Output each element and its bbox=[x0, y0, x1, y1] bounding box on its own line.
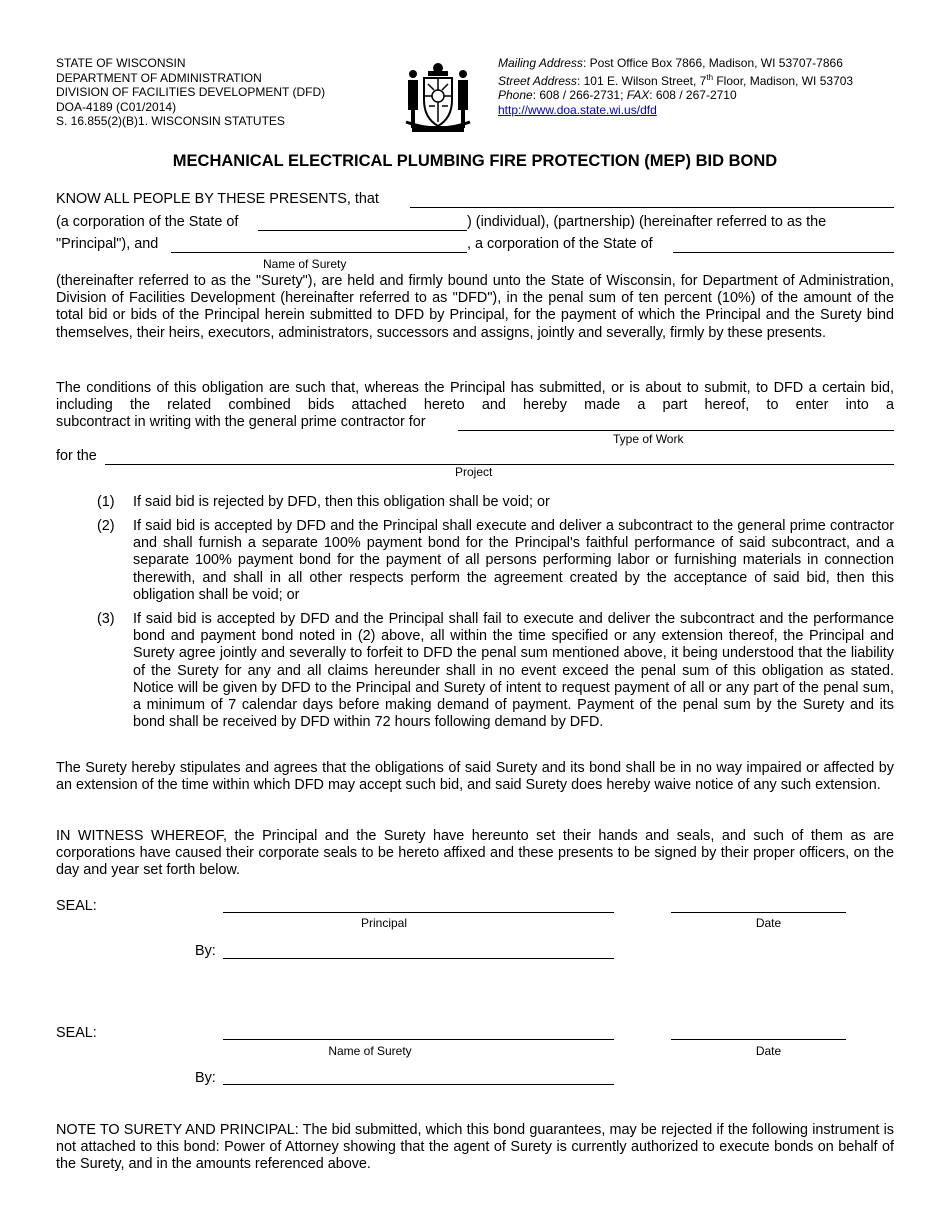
surety-name-field[interactable] bbox=[171, 252, 467, 253]
note-paragraph: NOTE TO SURETY AND PRINCIPAL: The bid submitted, which this bond guarantees, may be rejected if the following instrument is not attached to this bond: Power of Attorney showing that the agent of Surety is currently authorized to execute bonds on behalf of the Surety, and in the amounts referenced above. bbox=[56, 1122, 894, 1173]
page-title: MECHANICAL ELECTRICAL PLUMBING FIRE PROTECTION (MEP) BID BOND bbox=[172, 152, 778, 170]
wisconsin-state-seal-icon bbox=[402, 60, 474, 136]
intro-line-2a: (a corporation of the State of bbox=[56, 214, 239, 230]
contact-block bbox=[498, 56, 853, 117]
agency-block bbox=[56, 56, 325, 129]
bond-paragraph: (thereinafter referred to as the "Surety"), are held and firmly bound unto the State of Wisconsin, for Department of Administration, Division of Facilities Development (hereinafter referred to as "DFD"), in the penal sum of ten percent (10%) of the amount of the total bid or bids of the Principal herein submitted to DFD by Principal, for the payment of which the Principal and the Surety bind themselves, their heirs, executors, administrators, successors and assigns, jointly and severally, firmly by these presents. bbox=[56, 273, 894, 341]
witness-paragraph: IN WITNESS WHEREOF, the Principal and the Surety have hereunto set their hands and seals, and such of them as are corporations have caused their corporate seals to be hereto affixed and these presents to be signed by their proper officers, on the day and year set forth below. bbox=[56, 828, 894, 879]
surety-state-field[interactable] bbox=[673, 252, 894, 253]
seal-label: SEAL: bbox=[56, 898, 97, 914]
surety-by-line[interactable] bbox=[223, 1084, 614, 1085]
type-of-work-caption: Type of Work bbox=[613, 432, 684, 446]
statute-reference: S. 16.855(2)(B)1. WISCONSIN STATUTES bbox=[56, 114, 285, 128]
surety-caption: Name of Surety bbox=[263, 257, 347, 271]
form-number: DOA-4189 (C01/2014) bbox=[56, 99, 177, 114]
by-label: By: bbox=[195, 943, 216, 959]
for-the-label: for the bbox=[56, 448, 97, 464]
intro-line-3b: , a corporation of the State of bbox=[467, 236, 653, 252]
item-number: (1) bbox=[97, 494, 115, 510]
principal-caption: Principal bbox=[360, 916, 408, 930]
by-label: By: bbox=[195, 1070, 216, 1086]
type-of-work-field[interactable] bbox=[458, 430, 894, 431]
item-text: If said bid is accepted by DFD and the Principal shall execute and deliver a subcontract to the general prime contractor and shall furnish a separate 100% payment bond for the Principal's faithful performance of said subcontract, and a separate 100% payment bond for the payment of all persons performing labor or furnishing materials in connection therewith, and shall in all other respects perform the agreement created by the acceptance of said bid, then this obligation shall be void; or bbox=[133, 518, 894, 603]
stipulation-paragraph: The Surety hereby stipulates and agrees that the obligations of said Surety and its bond shall be in no way impaired or affected by an extension of the time within which DFD may accept such bid, and said Surety does hereby waive notice of any such extension. bbox=[56, 760, 894, 794]
intro-line-2b: ) (individual), (partnership) (hereinafter referred to as the bbox=[467, 214, 827, 230]
conditions-last-line: subcontract in writing with the general prime contractor for bbox=[56, 414, 426, 430]
principal-date-line[interactable] bbox=[671, 912, 846, 913]
project-field[interactable] bbox=[105, 464, 894, 465]
item-number: (2) bbox=[97, 518, 115, 534]
date-caption: Date bbox=[755, 916, 782, 930]
phone-fax: Phone: 608 / 266-2731; FAX: 608 / 267-2710 bbox=[498, 88, 737, 102]
item-text: If said bid is accepted by DFD and the Principal shall fail to execute and deliver the subcontract and the performance bond and payment bond noted in (2) above, all within the time specified or any extension thereof, the Principal and Surety agree jointly and severally to forfeit to DFD the penal sum mentioned above, it being understood that the liability of the Surety for any and all claims hereunder shall in no event exceed the penal sum of this obligation as stated. Notice will be given by DFD to the Principal and Surety of intent to request payment of all or any part of the penal sum, a minimum of 7 calendar days before making demand of payment. Payment of the penal sum by the Surety and its bond shall be received by DFD within 72 hours following demand by DFD. bbox=[133, 611, 894, 731]
principal-state-field[interactable] bbox=[258, 230, 467, 231]
agency-line: DEPARTMENT OF ADMINISTRATION bbox=[56, 70, 262, 85]
item-number: (3) bbox=[97, 611, 115, 627]
agency-line: STATE OF WISCONSIN bbox=[56, 56, 186, 70]
surety-name-caption: Name of Surety bbox=[328, 1044, 412, 1058]
mailing-address: Mailing Address: Post Office Box 7866, Madison, WI 53707-7866 bbox=[498, 56, 843, 70]
conditions-paragraph: The conditions of this obligation are such that, whereas the Principal has submitted, or is about to submit, to DFD a certain bid, including the related combined bids attached hereto and hereby made a part hereof, to enter into a bbox=[56, 380, 894, 414]
project-caption: Project bbox=[455, 465, 493, 479]
intro-line-1: KNOW ALL PEOPLE BY THESE PRESENTS, that bbox=[56, 191, 379, 207]
item-text: If said bid is rejected by DFD, then this obligation shall be void; or bbox=[133, 494, 550, 510]
website-link[interactable]: http://www.doa.state.wi.us/dfd bbox=[498, 102, 657, 117]
date-caption: Date bbox=[755, 1044, 782, 1058]
principal-by-line[interactable] bbox=[223, 958, 614, 959]
seal-label: SEAL: bbox=[56, 1025, 97, 1041]
agency-line: DIVISION OF FACILITIES DEVELOPMENT (DFD) bbox=[56, 85, 326, 99]
surety-signature-line[interactable] bbox=[223, 1039, 614, 1040]
street-address: Street Address: 101 E. Wilson Street, 7th Floor, Madison, WI 53703 bbox=[498, 72, 854, 88]
principal-name-field[interactable] bbox=[410, 207, 894, 208]
surety-date-line[interactable] bbox=[671, 1039, 846, 1040]
intro-line-3a: "Principal"), and bbox=[56, 236, 159, 252]
principal-signature-line[interactable] bbox=[223, 912, 614, 913]
